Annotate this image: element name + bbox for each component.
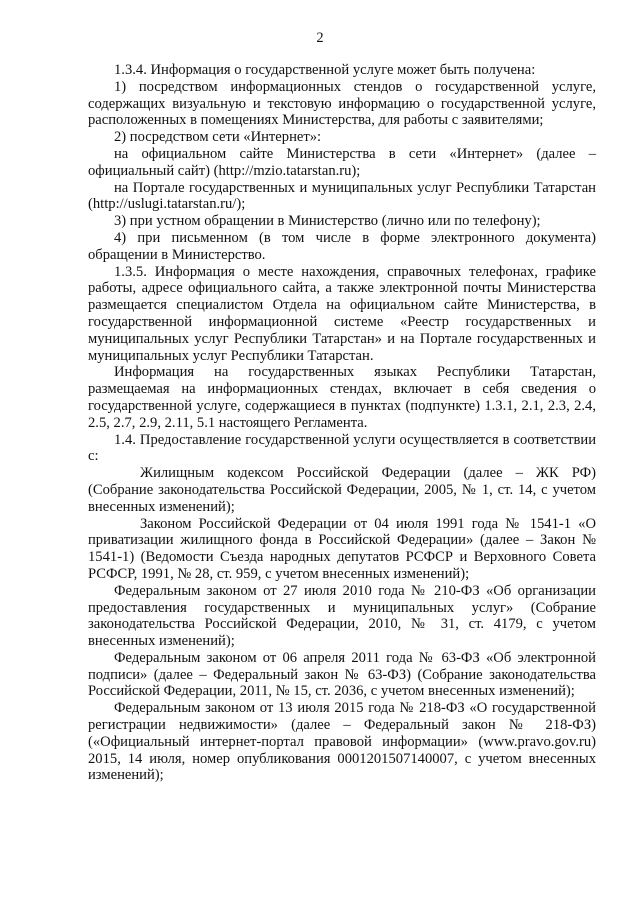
paragraph: Федеральным законом от 13 июля 2015 года № 218-ФЗ «О государственной регистрации недвижимости» (далее – Федеральный закон № 218-ФЗ) («Официальный интернет-портал правовой информации» (www.pravo.gov.ru) 2015, 14 июля, номер опубликования 0001201507140007, с учетом внесенных изменений); [88,700,596,784]
paragraph: Жилищным кодексом Российской Федерации (далее – ЖК РФ) (Собрание законодательства Российской Федерации, 2005, № 1, ст. 14, с учетом внесенных изменений); [88,465,596,515]
document-body [88,62,596,784]
paragraph: Законом Российской Федерации от 04 июля 1991 года № 1541-1 «О приватизации жилищного фонда в Российской Федерации» (далее – Закон № 1541-1) (Ведомости Съезда народных депутатов РСФСР и Верховного Совета РСФСР, 1991, № 28, ст. 959, с учетом внесенных изменений); [88,515,596,582]
paragraph: Федеральным законом от 27 июля 2010 года № 210-ФЗ «Об организации предоставления государственных и муниципальных услуг» (Собрание законодательства Российской Федерации, 2010, № 31, ст. 4179, с учетом внесенных изменений); [88,582,596,650]
paragraph: 4) при письменном (в том числе в форме электронного документа) обращении в Министерство. [88,229,596,263]
paragraph: 2) посредством сети «Интернет»: [114,129,322,146]
paragraph: 1.3.5. Информация о месте нахождения, справочных телефонах, графике работы, адресе официального сайта, а также электронной почты Министерства размещается специалистом Отдела на официальном сайте Министерства, в государственной информационной системе «Реестр государственных и муниципальных услуг Республики Татарстан» и на Портале государственных и муниципальных услуг Республики Татарстан. [88,263,596,364]
paragraph: 1) посредством информационных стендов о государственной услуге, содержащих визуальную и текстовую информацию о государственной услуге, расположенных в помещениях Министерства, для работы с заявителями; [88,78,596,129]
paragraph: Информация на государственных языках Республики Татарстан, размещаемая на информационных стендах, включает в себя сведения о государственной услуге, содержащиеся в пунктах (подпункте) 1.3.1, 2.1, 2.3, 2.4, 2.5, 2.7, 2.9, 2.11, 5.1 настоящего Регламента. [88,364,596,431]
paragraph: Федеральным законом от 06 апреля 2011 года № 63-ФЗ «Об электронной подписи» (далее – Федеральный закон № 63-ФЗ) (Собрание законодательства Российской Федерации, 2011, № 15, ст. 2036, с учетом внесенных изменений); [88,649,596,700]
paragraph: на официальном сайте Министерства в сети «Интернет» (далее – официальный сайт) (http://mzio.tatarstan.ru); [88,145,596,179]
paragraph: на Портале государственных и муниципальных услуг Республики Татарстан (http://uslugi.tatarstan.ru/); [88,179,596,213]
paragraph: 1.4. Предоставление государственной услуги осуществляется в соответствии с: [88,431,596,465]
page-number: 2 [316,30,324,46]
paragraph: 3) при устном обращении в Министерство (лично или по телефону); [114,213,541,230]
paragraph: 1.3.4. Информация о государственной услуге может быть получена: [114,62,536,78]
